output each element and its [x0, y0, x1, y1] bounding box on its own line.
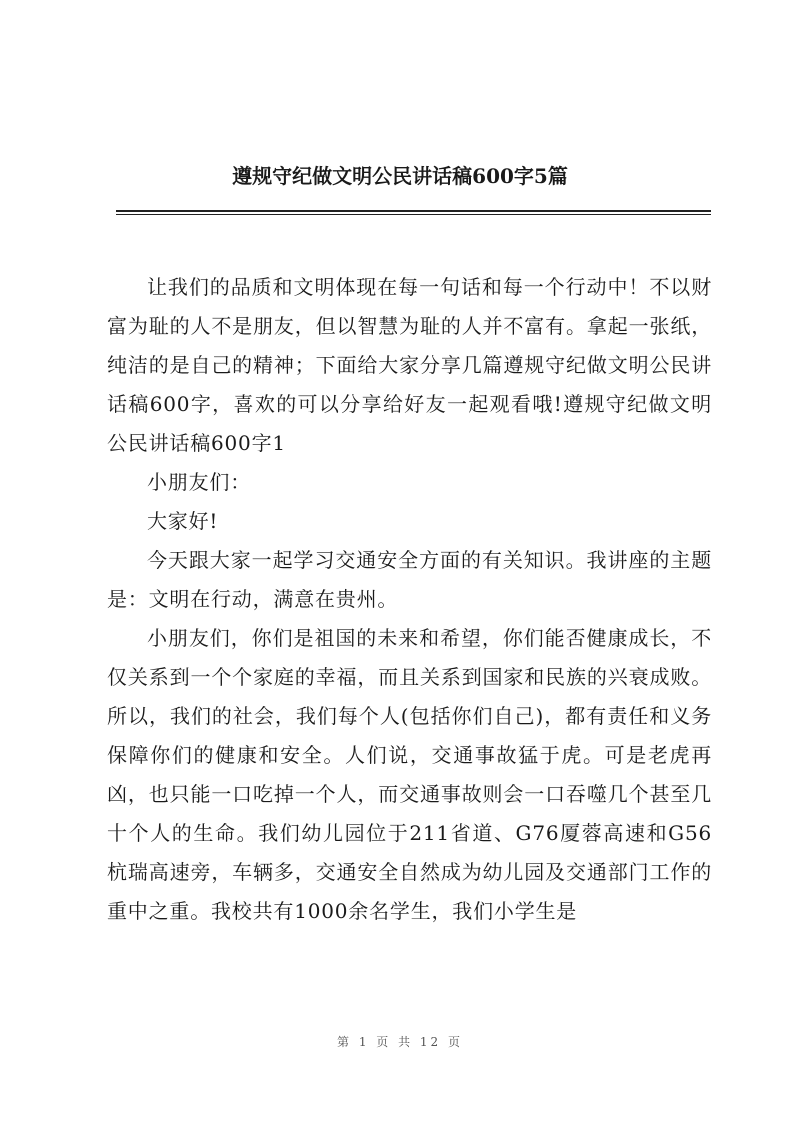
document-body [107, 268, 712, 931]
paragraph-salutation: 小朋友们： [147, 470, 251, 494]
title-divider-thin [116, 214, 711, 215]
page-number-footer: 第 1 页 共 12 页 [337, 1035, 463, 1049]
paragraph-topic: 今天跟大家一起学习交通安全方面的有关知识。我讲座的主题是：文明在行动，满意在贵州。 [107, 548, 712, 611]
paragraph-greeting: 大家好! [147, 509, 219, 533]
title-divider [116, 210, 711, 212]
paragraph-intro: 让我们的品质和文明体现在每一句话和每一个行动中！不以财富为耻的人不是朋友，但以智慧为耻的人并不富有。拿起一张纸，纯洁的是自己的精神；下面给大家分享几篇遵规守纪做文明公民讲话稿600字，喜欢的可以分享给好友一起观看哦!遵规守纪做文明公民讲话稿600字1 [107, 275, 712, 455]
document-title: 遵规守纪做文明公民讲话稿600字5篇 [232, 164, 568, 188]
paragraph-main: 小朋友们，你们是祖国的未来和希望，你们能否健康成长，不仅关系到一个个家庭的幸福，而且关系到国家和民族的兴衰成败。所以，我们的社会，我们每个人(包括你们自己)，都有责任和义务保障你们的健康和安全。人们说，交通事故猛于虎。可是老虎再凶，也只能一口吃掉一个人，而交通事故则会一口吞噬几个甚至几十个人的生命。我们幼儿园位于211省道、G76厦蓉高速和G56杭瑞高速旁，车辆多，交通安全自然成为幼儿园及交通部门工作的重中之重。我校共有1000余名学生，我们小学生是 [107, 626, 712, 923]
